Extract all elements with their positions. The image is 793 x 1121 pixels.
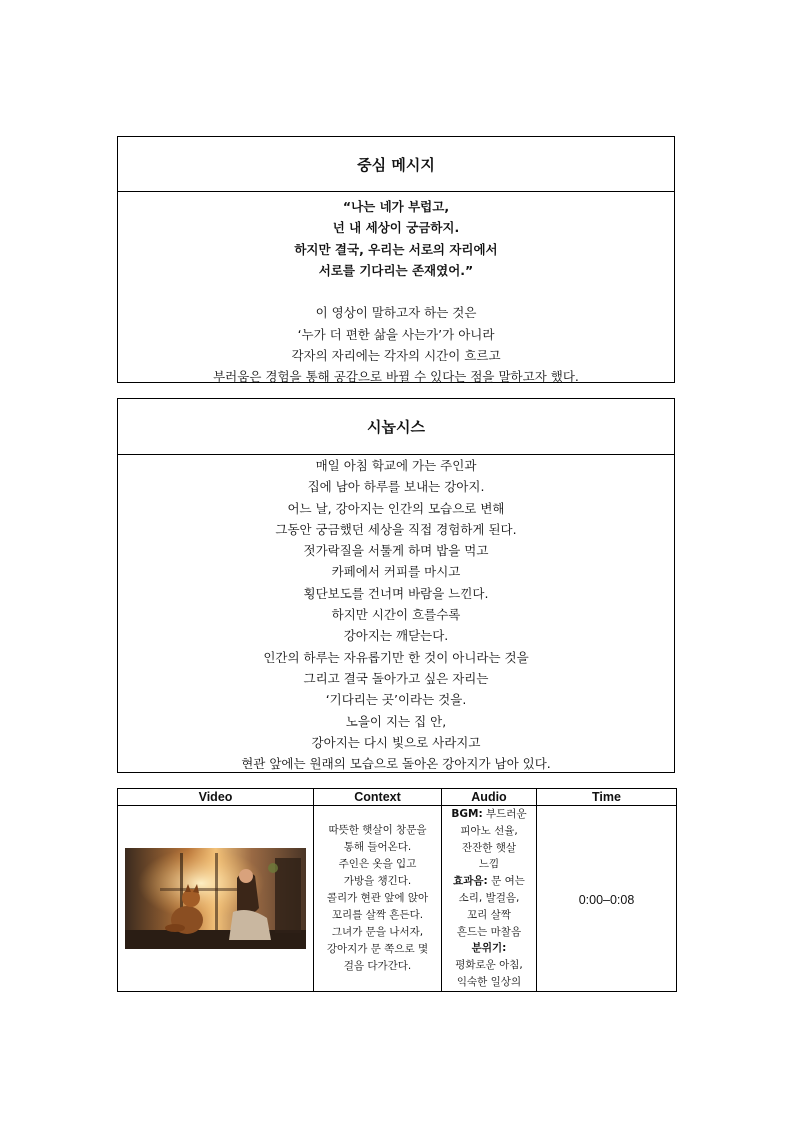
bgm-label: BGM:: [451, 808, 483, 820]
audio-text: [442, 806, 536, 991]
sfx-text: 소리, 발걸음,: [458, 891, 520, 904]
synopsis-line: 강아지는 다시 빛으로 사라지고: [311, 734, 481, 750]
header-audio: Audio: [442, 789, 537, 806]
synopsis-text: [118, 455, 674, 774]
body-line: 이 영상이 말하고자 하는 것은: [315, 305, 477, 321]
video-cell: [118, 806, 314, 992]
core-message-title: 중심 메시지: [118, 137, 674, 192]
bgm-text: 잔잔한 햇살: [461, 841, 517, 854]
synopsis-line: 횡단보도를 건너며 바람을 느낀다.: [303, 585, 489, 601]
bgm-text: 피아노 선율,: [460, 824, 518, 837]
sfx-line: [442, 873, 536, 890]
time-range: 0:00–0:08: [578, 893, 635, 907]
table-row: [118, 806, 677, 992]
context-line: 꼬리를 살짝 흔든다.: [331, 909, 424, 921]
core-message-box: [117, 136, 675, 383]
synopsis-box: [117, 398, 675, 773]
blank-line: [118, 281, 674, 302]
context-cell: [314, 806, 442, 992]
synopsis-line: 매일 아침 학교에 가는 주인과: [315, 458, 477, 473]
sfx-text: 꼬리 살짝: [467, 908, 511, 921]
quote-line: 하지만 결국, 우리는 서로의 자리에서: [294, 241, 498, 257]
video-thumbnail-image: [125, 848, 306, 949]
bgm-text: 느낌: [478, 858, 500, 871]
context-line: 강아지가 문 쪽으로 몇: [326, 943, 429, 955]
header-time: Time: [537, 789, 677, 806]
context-line: 그녀가 문을 나서자,: [331, 926, 424, 938]
sfx-text: 흔드는 마찰음: [456, 925, 522, 938]
sfx-label: 효과음:: [453, 875, 488, 888]
context-line: 주인은 옷을 입고: [338, 858, 417, 870]
synopsis-line: 하지만 시간이 흐를수록: [331, 607, 461, 623]
synopsis-line: 그리고 결국 돌아가고 싶은 자리는: [303, 670, 489, 686]
mood-label: 분위기:: [471, 942, 507, 955]
audio-cell: [442, 806, 537, 992]
mood-line: [442, 940, 536, 957]
header-context: Context: [314, 789, 442, 806]
context-line: 통해 들어온다.: [343, 841, 412, 853]
synopsis-line: 현관 앞에는 원래의 모습으로 돌아온 강아지가 남아 있다.: [241, 756, 551, 772]
synopsis-line: 어느 날, 강아지는 인간의 모습으로 변해: [287, 500, 505, 516]
bgm-line: [442, 806, 536, 823]
synopsis-line: ‘기다리는 곳’이라는 것을.: [325, 692, 467, 708]
synopsis-line: 인간의 하루는 자유롭기만 한 것이 아니라는 것을: [263, 649, 529, 665]
quote-line: “나는 네가 부럽고,: [342, 199, 450, 214]
synopsis-line: 그동안 궁금했던 세상을 직접 경험하게 된다.: [275, 521, 517, 537]
time-cell: [537, 806, 677, 992]
context-line: 콜리가 현관 앞에 앉아: [326, 892, 429, 904]
context-text: [314, 822, 441, 975]
context-line: 따뜻한 햇살이 창문을: [328, 824, 427, 836]
synopsis-line: 강아지는 깨닫는다.: [343, 628, 449, 644]
sfx-text: 문 여는: [491, 875, 525, 888]
synopsis-title: 시놉시스: [118, 399, 674, 455]
body-line: ‘누가 더 편한 삶을 사는가’가 아니라: [297, 326, 495, 342]
storyboard-table: [117, 788, 677, 992]
context-line: 걸음 다가간다.: [343, 960, 412, 972]
synopsis-line: 젓가락질을 서툴게 하며 밥을 먹고: [303, 543, 489, 559]
mood-text: 평화로운 아침,: [455, 959, 523, 972]
synopsis-line: 집에 남아 하루를 보내는 강아지.: [307, 479, 485, 495]
mood-text: 익숙한 일상의: [456, 975, 522, 988]
synopsis-line: 노을이 지는 집 안,: [345, 713, 447, 729]
body-line: 각자의 자리에는 각자의 시간이 흐르고: [291, 348, 501, 364]
quote-line: 서로를 기다리는 존재였어.”: [318, 262, 474, 278]
quote-line: 넌 내 세상이 궁금하지.: [332, 220, 460, 236]
core-message-text: [118, 192, 674, 388]
bgm-text: 부드러운: [486, 808, 527, 820]
synopsis-line: 카페에서 커피를 마시고: [331, 564, 461, 580]
table-header-row: [118, 789, 677, 806]
context-line: 가방을 챙긴다.: [343, 875, 412, 887]
header-video: Video: [118, 789, 314, 806]
body-line: 부러움은 경험을 통해 공감으로 바뀔 수 있다는 점을 말하고자 했다.: [213, 369, 579, 385]
